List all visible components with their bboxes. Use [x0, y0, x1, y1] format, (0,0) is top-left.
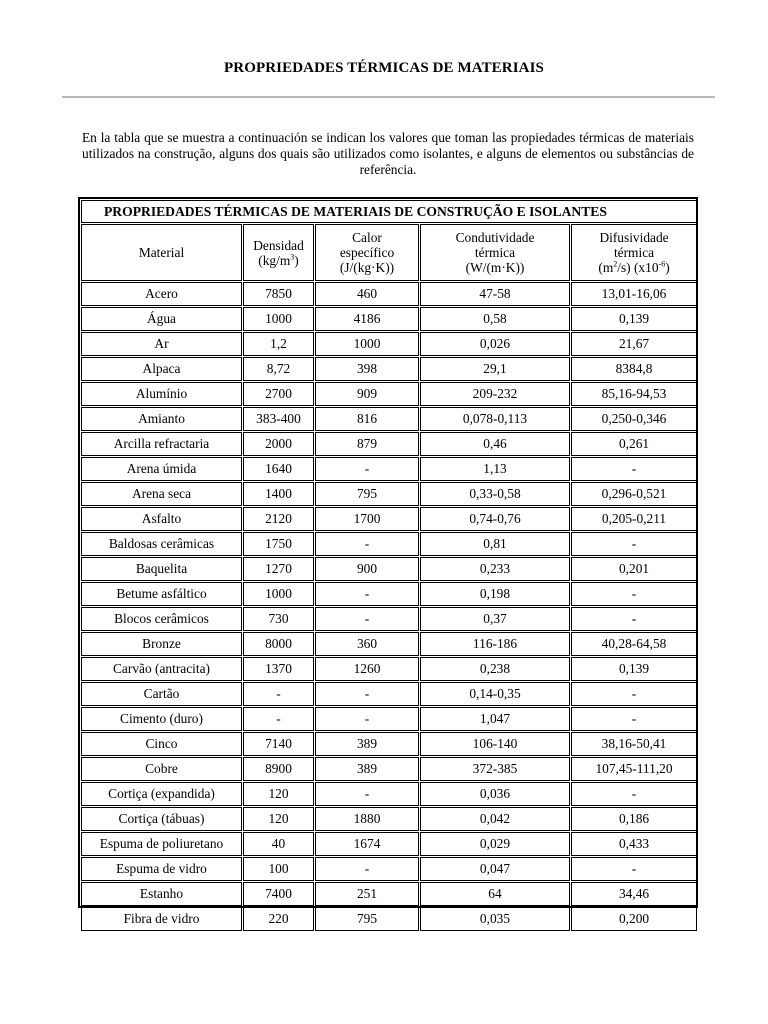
cell-diffusivity: 0,250-0,346: [571, 407, 697, 431]
cell-material: Água: [81, 307, 242, 331]
cell-specific-heat: -: [315, 457, 419, 481]
cell-diffusivity: -: [571, 532, 697, 556]
cell-specific-heat: 389: [315, 757, 419, 781]
cell-density: 120: [243, 782, 314, 806]
table-caption: PROPRIEDADES TÉRMICAS DE MATERIAIS DE CONSTRUÇÃO E ISOLANTES: [81, 200, 697, 223]
cell-material: Arcilla refractaria: [81, 432, 242, 456]
cell-conductivity: 0,078-0,113: [420, 407, 570, 431]
cell-density: -: [243, 682, 314, 706]
cell-material: Blocos cerâmicos: [81, 607, 242, 631]
cell-density: 1000: [243, 307, 314, 331]
header-material: Material: [81, 224, 242, 281]
cell-specific-heat: 909: [315, 382, 419, 406]
cell-density: 383-400: [243, 407, 314, 431]
table-body: [81, 282, 697, 931]
cell-diffusivity: 21,67: [571, 332, 697, 356]
cell-conductivity: 0,37: [420, 607, 570, 631]
cell-diffusivity: 0,433: [571, 832, 697, 856]
cell-density: 120: [243, 807, 314, 831]
cell-conductivity: 1,13: [420, 457, 570, 481]
cell-specific-heat: 460: [315, 282, 419, 306]
table-row: [81, 707, 697, 731]
cell-diffusivity: -: [571, 707, 697, 731]
cell-diffusivity: 0,205-0,211: [571, 507, 697, 531]
cell-conductivity: 0,047: [420, 857, 570, 881]
cell-diffusivity: 0,296-0,521: [571, 482, 697, 506]
cell-material: Bronze: [81, 632, 242, 656]
cell-conductivity: 106-140: [420, 732, 570, 756]
cell-diffusivity: -: [571, 582, 697, 606]
cell-diffusivity: 0,261: [571, 432, 697, 456]
cell-material: Acero: [81, 282, 242, 306]
cell-diffusivity: 8384,8: [571, 357, 697, 381]
cell-material: Arena úmida: [81, 457, 242, 481]
cell-conductivity: 0,042: [420, 807, 570, 831]
table-row: [81, 632, 697, 656]
cell-material: Cartão: [81, 682, 242, 706]
cell-diffusivity: 85,16-94,53: [571, 382, 697, 406]
cell-material: Espuma de poliuretano: [81, 832, 242, 856]
cell-specific-heat: -: [315, 782, 419, 806]
cell-specific-heat: 398: [315, 357, 419, 381]
cell-conductivity: 209-232: [420, 382, 570, 406]
cell-material: Asfalto: [81, 507, 242, 531]
cell-density: 1750: [243, 532, 314, 556]
cell-density: 40: [243, 832, 314, 856]
cell-specific-heat: 1674: [315, 832, 419, 856]
cell-conductivity: 0,026: [420, 332, 570, 356]
cell-diffusivity: 0,201: [571, 557, 697, 581]
intro-paragraph: En la tabla que se muestra a continuación se indican los valores que toman las propiedades térmicas de materiais utilizados na construção, alguns dos quais são utilizados como isolantes, e alguns de elementos ou substâncias de referência.: [82, 130, 694, 177]
cell-specific-heat: -: [315, 857, 419, 881]
cell-density: 8,72: [243, 357, 314, 381]
table-row: [81, 282, 697, 306]
cell-specific-heat: 4186: [315, 307, 419, 331]
cell-density: 1270: [243, 557, 314, 581]
cell-conductivity: 372-385: [420, 757, 570, 781]
table-row: [81, 407, 697, 431]
cell-conductivity: 64: [420, 882, 570, 906]
cell-diffusivity: -: [571, 607, 697, 631]
cell-density: 7140: [243, 732, 314, 756]
cell-specific-heat: -: [315, 707, 419, 731]
table-row: [81, 832, 697, 856]
cell-density: 730: [243, 607, 314, 631]
table-row: [81, 332, 697, 356]
cell-specific-heat: 900: [315, 557, 419, 581]
cell-material: Cinco: [81, 732, 242, 756]
cell-diffusivity: 34,46: [571, 882, 697, 906]
cell-material: Fibra de vidro: [81, 907, 242, 931]
cell-density: 1640: [243, 457, 314, 481]
cell-density: 8000: [243, 632, 314, 656]
cell-conductivity: 0,238: [420, 657, 570, 681]
cell-material: Cimento (duro): [81, 707, 242, 731]
cell-specific-heat: 1260: [315, 657, 419, 681]
cell-specific-heat: -: [315, 682, 419, 706]
cell-conductivity: 0,035: [420, 907, 570, 931]
table-row: [81, 482, 697, 506]
cell-material: Baldosas cerâmicas: [81, 532, 242, 556]
cell-material: Betume asfáltico: [81, 582, 242, 606]
cell-conductivity: 1,047: [420, 707, 570, 731]
cell-diffusivity: 107,45-111,20: [571, 757, 697, 781]
cell-diffusivity: -: [571, 682, 697, 706]
cell-density: 100: [243, 857, 314, 881]
cell-conductivity: 0,46: [420, 432, 570, 456]
cell-density: 1000: [243, 582, 314, 606]
table-row: [81, 457, 697, 481]
document-title: PROPRIEDADES TÉRMICAS DE MATERIAIS: [224, 60, 544, 76]
header-thermal-diffusivity: Difusividade térmica $(m^2/s)$ $(x10^{-6})$: [571, 224, 697, 281]
cell-conductivity: 0,74-0,76: [420, 507, 570, 531]
table-row: [81, 532, 697, 556]
table-row: [81, 682, 697, 706]
table-row: [81, 757, 697, 781]
cell-diffusivity: -: [571, 457, 697, 481]
header-density: Densidad $(kg/m^3)$: [243, 224, 314, 281]
properties-table-frame: [78, 197, 698, 926]
cell-diffusivity: 0,139: [571, 657, 697, 681]
cell-material: Espuma de vidro: [81, 857, 242, 881]
table-header-row: [81, 224, 697, 281]
table-row: [81, 582, 697, 606]
table-row: [81, 882, 697, 906]
cell-conductivity: 0,198: [420, 582, 570, 606]
cell-specific-heat: 795: [315, 907, 419, 931]
table-row: [81, 307, 697, 331]
cell-diffusivity: 0,139: [571, 307, 697, 331]
cell-material: Baquelita: [81, 557, 242, 581]
table-row: [81, 607, 697, 631]
cell-specific-heat: 1880: [315, 807, 419, 831]
cell-density: 2000: [243, 432, 314, 456]
cell-diffusivity: 13,01-16,06: [571, 282, 697, 306]
table-row: [81, 432, 697, 456]
table-row: [81, 782, 697, 806]
table-row: [81, 382, 697, 406]
properties-table: [80, 199, 698, 932]
cell-diffusivity: 0,186: [571, 807, 697, 831]
cell-density: 7850: [243, 282, 314, 306]
cell-density: 1,2: [243, 332, 314, 356]
cell-specific-heat: 1000: [315, 332, 419, 356]
cell-specific-heat: 816: [315, 407, 419, 431]
cell-material: Estanho: [81, 882, 242, 906]
table-row: [81, 557, 697, 581]
cell-diffusivity: -: [571, 782, 697, 806]
cell-specific-heat: 251: [315, 882, 419, 906]
cell-conductivity: 0,33-0,58: [420, 482, 570, 506]
header-thermal-conductivity: Condutividade térmica (W/(m·K)): [420, 224, 570, 281]
cell-diffusivity: 0,200: [571, 907, 697, 931]
cell-density: 1370: [243, 657, 314, 681]
cell-density: 8900: [243, 757, 314, 781]
cell-material: Alpaca: [81, 357, 242, 381]
cell-density: 2120: [243, 507, 314, 531]
cell-conductivity: 29,1: [420, 357, 570, 381]
cell-material: Cortiça (tábuas): [81, 807, 242, 831]
table-row: [81, 907, 697, 931]
cell-specific-heat: 389: [315, 732, 419, 756]
cell-specific-heat: -: [315, 582, 419, 606]
cell-conductivity: 0,029: [420, 832, 570, 856]
cell-density: 220: [243, 907, 314, 931]
table-row: [81, 807, 697, 831]
cell-material: Ar: [81, 332, 242, 356]
cell-conductivity: 116-186: [420, 632, 570, 656]
cell-density: 7400: [243, 882, 314, 906]
table-row: [81, 657, 697, 681]
cell-diffusivity: 40,28-64,58: [571, 632, 697, 656]
table-row: [81, 357, 697, 381]
cell-material: Carvão (antracita): [81, 657, 242, 681]
header-specific-heat: Calor específico (J/(kg·K)): [315, 224, 419, 281]
cell-conductivity: 47-58: [420, 282, 570, 306]
cell-specific-heat: -: [315, 532, 419, 556]
cell-conductivity: 0,233: [420, 557, 570, 581]
cell-diffusivity: -: [571, 857, 697, 881]
cell-material: Cobre: [81, 757, 242, 781]
cell-material: Cortiça (expandida): [81, 782, 242, 806]
cell-specific-heat: 1700: [315, 507, 419, 531]
cell-density: 1400: [243, 482, 314, 506]
title-divider: [62, 96, 715, 98]
cell-diffusivity: 38,16-50,41: [571, 732, 697, 756]
cell-density: 2700: [243, 382, 314, 406]
cell-material: Amianto: [81, 407, 242, 431]
cell-specific-heat: 795: [315, 482, 419, 506]
cell-material: Alumínio: [81, 382, 242, 406]
cell-density: -: [243, 707, 314, 731]
table-row: [81, 732, 697, 756]
cell-specific-heat: 879: [315, 432, 419, 456]
cell-material: Arena seca: [81, 482, 242, 506]
cell-specific-heat: -: [315, 607, 419, 631]
cell-conductivity: 0,81: [420, 532, 570, 556]
cell-conductivity: 0,036: [420, 782, 570, 806]
cell-specific-heat: 360: [315, 632, 419, 656]
cell-conductivity: 0,58: [420, 307, 570, 331]
table-row: [81, 507, 697, 531]
table-row: [81, 857, 697, 881]
cell-conductivity: 0,14-0,35: [420, 682, 570, 706]
